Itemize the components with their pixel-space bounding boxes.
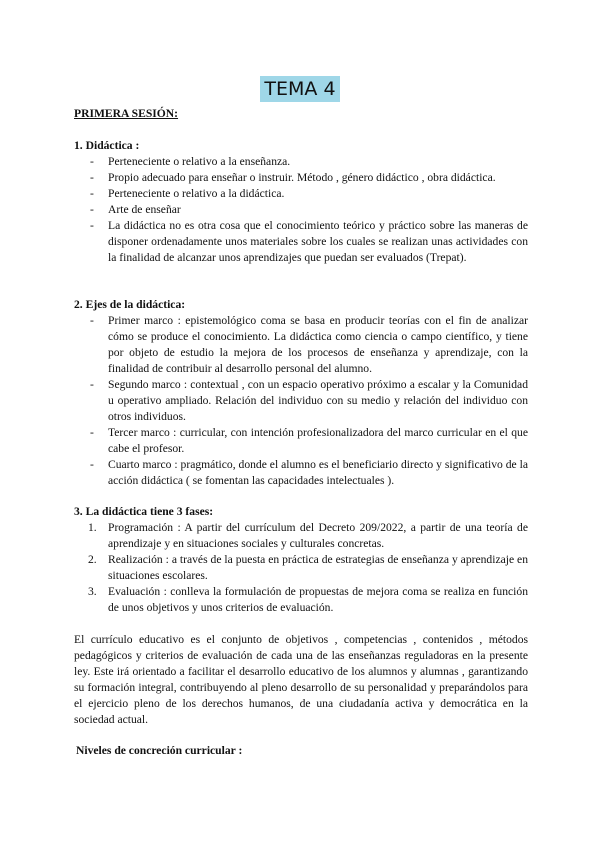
fases-list: [74, 520, 528, 616]
section-heading: 1. Didáctica :: [74, 139, 140, 152]
item-text: Programación : A partir del currículum del Decreto 209/2022, a partir de una teoría de aprendizaje y en situaciones sociales y culturales concretas.: [108, 521, 528, 550]
item-text: Evaluación : conlleva la formulación de propuestas de mejora coma se realiza en función de unos objetivos y unos criterios de evaluación.: [108, 585, 528, 614]
niveles-heading: Niveles de concreción curricular :: [76, 744, 243, 757]
item-number: 2.: [88, 553, 97, 566]
list-item: - Perteneciente o relativo a la enseñanza.: [74, 154, 528, 170]
section-heading: 2. Ejes de la didáctica:: [74, 298, 186, 311]
title-wrapper: [0, 76, 600, 102]
list-item: - Perteneciente o relativo a la didáctica.: [74, 186, 528, 202]
curriculo-paragraph: El currículo educativo es el conjunto de objetivos , competencias , contenidos , métodos pedagógicos y criterios de evaluación de cada una de las enseñanzas reguladoras en la presente ley. Este irá orientado a facilitar el desarrollo educativo de los alumnos y alumnas , garantizando su formación integral, contribuyendo al pleno desarrollo de su personalidad y preparándolos para el ejercicio pleno de los derechos humanos, de una ciudadanía activa y democrática en la sociedad actual.: [74, 633, 528, 726]
section-didactica: [74, 138, 528, 266]
item-text: Realización : a través de la puesta en práctica de estrategias de enseñanza y aprendizaje en situaciones escolares.: [108, 553, 528, 582]
item-number: 3.: [88, 585, 97, 598]
list-item: [74, 520, 528, 552]
session-heading: PRIMERA SESIÓN:: [74, 107, 179, 120]
list-item: - Cuarto marco : pragmático, donde el alumno es el beneficiario directo y significativo de la acción didáctica ( se fomentan las capacidades intelectuales ).: [74, 457, 528, 489]
document-title: TEMA 4: [260, 76, 339, 102]
list-item: - Primer marco : epistemológico coma se basa en producir teorías con el fin de analizar cómo se produce el conocimiento. La didáctica como ciencia o campo científico, y tiene por objeto de estudio la mejora de los procesos de enseñanza y aprendizaje, con la finalidad de contribuir al desarrollo personal del alumno.: [74, 313, 528, 377]
list-item: - Propio adecuado para enseñar o instruir. Método , género didáctico , obra didáctica.: [74, 170, 528, 186]
section-ejes: [74, 297, 528, 489]
list-item: [74, 552, 528, 584]
list-item: - La didáctica no es otra cosa que el conocimiento teórico y práctico sobre las maneras de disponer ordenadamente unos materiales sobre los cuales se realizan unas actividades con la finalidad de alcanzar unos aprendizajes que puedan ser evaluados (Trepat).: [74, 218, 528, 266]
section-fases: [74, 504, 528, 616]
item-number: 1.: [88, 521, 97, 534]
list-item: - Segundo marco : contextual , con un espacio operativo próximo a escalar y la Comunidad u operativo ampliado. Relación del individuo con su medio y relación del individuo con otros individuos.: [74, 377, 528, 425]
ejes-list: [74, 313, 528, 489]
definition-list: [74, 154, 528, 266]
list-item: - Tercer marco : curricular, con intención profesionalizadora del marco curricular en el que cabe el profesor.: [74, 425, 528, 457]
list-item: - Arte de enseñar: [74, 202, 528, 218]
list-item: [74, 584, 528, 616]
section-heading: 3. La didáctica tiene 3 fases:: [74, 505, 214, 518]
